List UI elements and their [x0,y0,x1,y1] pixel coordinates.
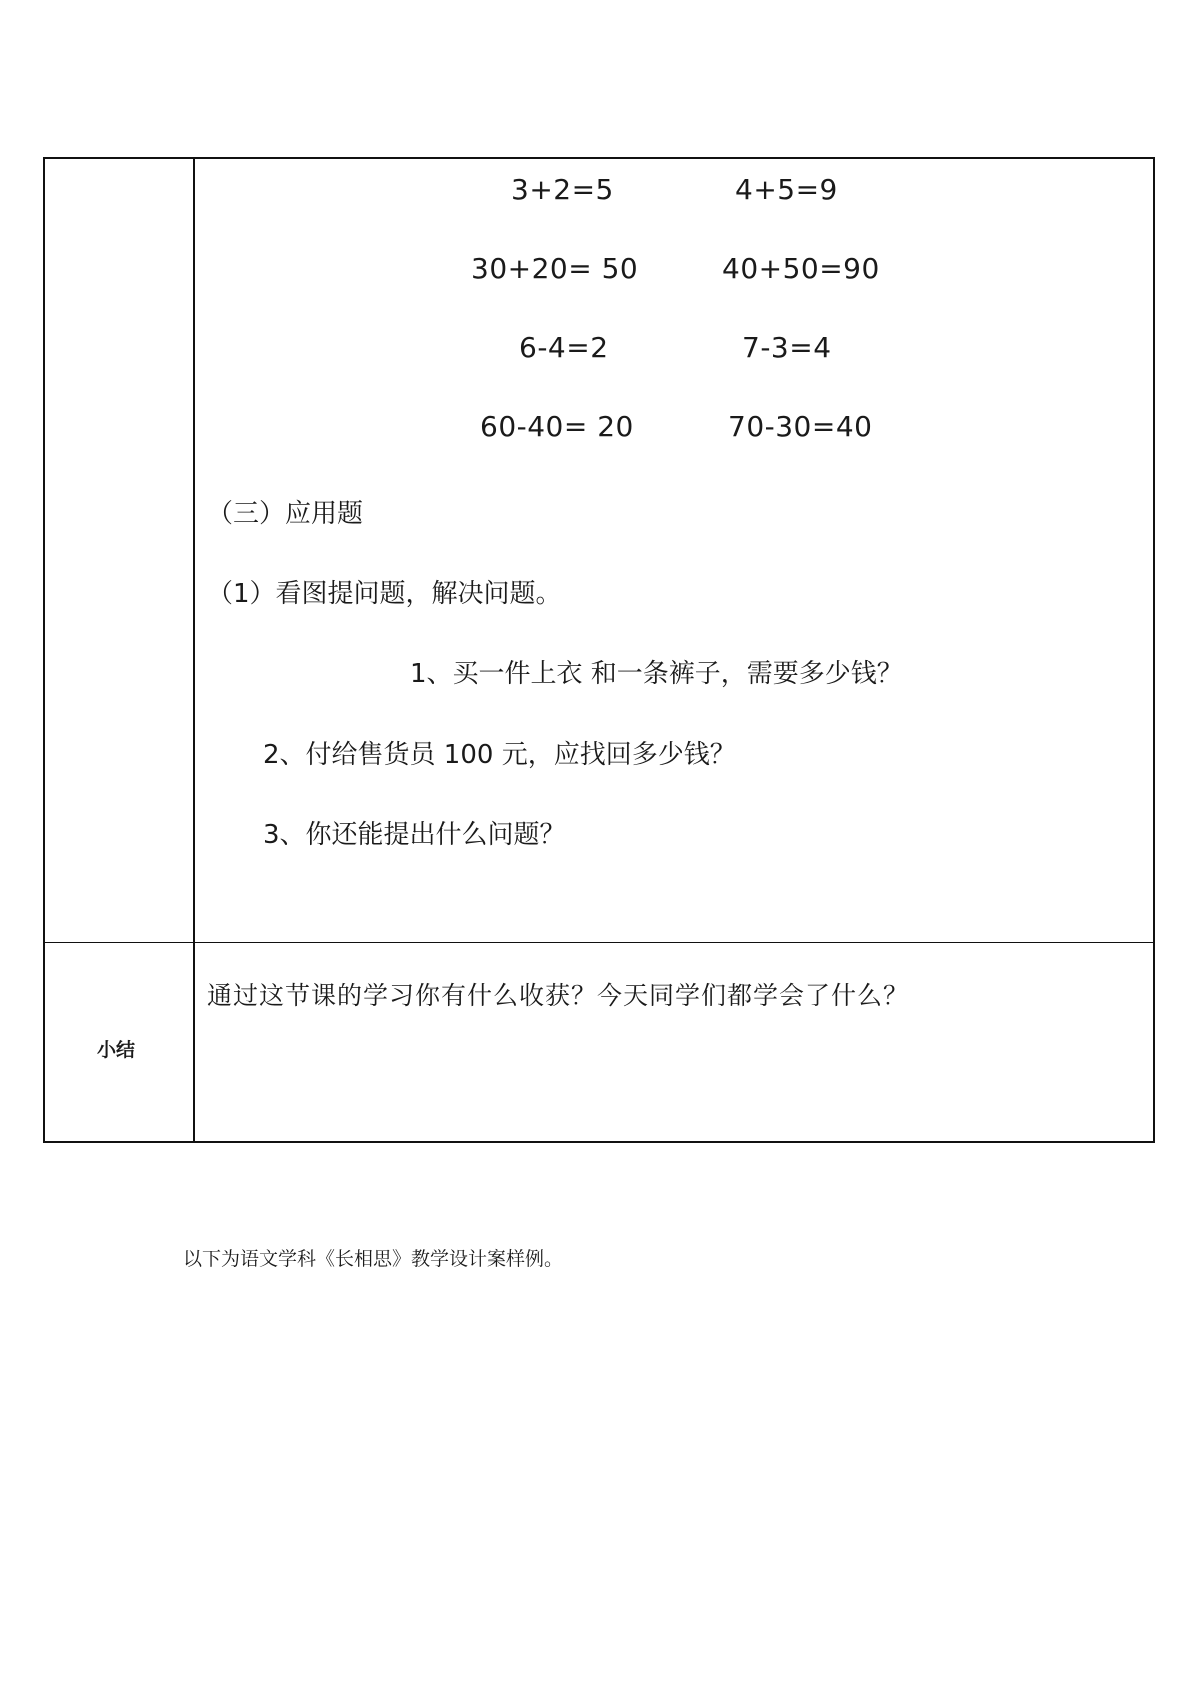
equation: 6-4=2 [519,331,609,364]
equation: 40+50=90 [722,252,880,285]
equation: 60-40= 20 [480,410,634,443]
lesson-table [43,157,1155,1143]
section-heading: （三）应用题 [207,499,364,529]
question-2: 2、付给售货员 100 元，应找回多少钱？ [263,740,736,770]
question-3: 3、你还能提出什么问题？ [263,820,566,850]
footer-note: 以下为语文学科《长相思》教学设计案样例。 [183,1248,564,1270]
equation: 4+5=9 [735,173,838,206]
equation: 3+2=5 [511,173,614,206]
column-divider [193,159,195,1141]
row-divider [45,942,1153,943]
summary-text: 通过这节课的学习你有什么收获？今天同学们都学会了什么？ [207,981,910,1010]
equation: 30+20= 50 [471,252,639,285]
summary-label: 小结 [97,1039,136,1061]
sub-heading: （1）看图提问题，解决问题。 [207,579,562,609]
equation: 70-30=40 [728,410,873,443]
equation: 7-3=4 [742,331,832,364]
question-1: 1、买一件上衣 和一条裤子，需要多少钱？ [410,659,903,689]
